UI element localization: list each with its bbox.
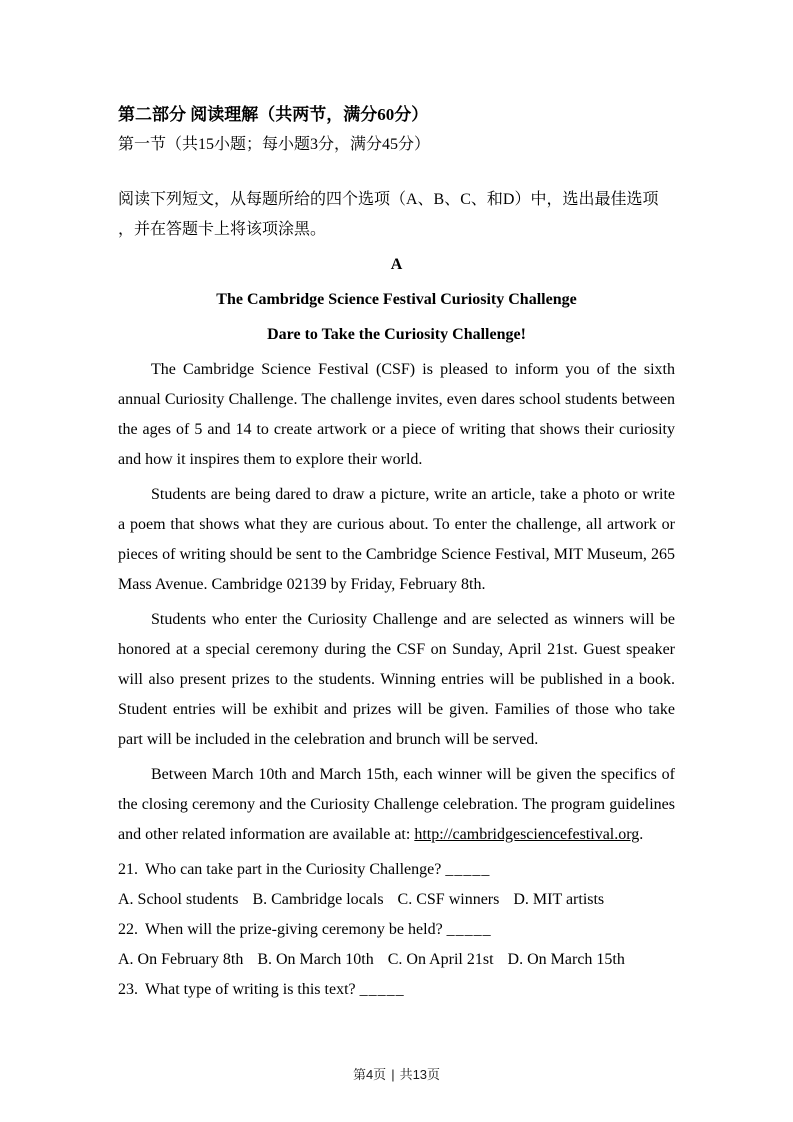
question-21-option-c: C. CSF winners (397, 891, 500, 908)
paragraph-4-text: Between March 10th and March 15th, each winner will be given the specifics of the closing ceremony and the Curiosity Challenge celebration. The program guidelines and other related information are available at: (118, 766, 675, 843)
question-21-options (118, 885, 675, 915)
page-footer (0, 1064, 793, 1083)
passage-title: The Cambridge Science Festival Curiosity Challenge (216, 291, 577, 308)
question-21-option-d: D. MIT artists (513, 891, 605, 908)
question-22-options (118, 945, 675, 975)
question-21-number: 21. (118, 861, 142, 878)
page-content (118, 100, 675, 1005)
question-23-blank: _____ (359, 981, 405, 998)
instructions-line-2: ，并在答题卡上将该项涂黑。 (118, 221, 327, 238)
question-22-option-b: B. On March 10th (257, 951, 374, 968)
question-22-blank: _____ (446, 921, 492, 938)
spacer (118, 160, 675, 185)
footer-separator: | (391, 1067, 395, 1082)
question-23-number: 23. (118, 981, 142, 998)
question-21-text: Who can take part in the Curiosity Challenge? (145, 861, 442, 878)
festival-url-link[interactable]: http://cambridgesciencefestival.org (414, 826, 640, 843)
passage-paragraph-4 (118, 760, 675, 850)
instructions-line-1: 阅读下列短文，从每题所给的四个选项（A、B、C、和D）中，选出最佳选项 (118, 191, 659, 208)
question-22-number: 22. (118, 921, 142, 938)
question-22-option-a: A. On February 8th (118, 951, 244, 968)
question-21-blank: _____ (445, 861, 491, 878)
passage-label: A (390, 256, 403, 273)
question-22 (118, 915, 675, 945)
section-heading: 第二部分 阅读理解（共两节，满分60分） (118, 105, 429, 124)
question-21 (118, 855, 675, 885)
question-22-option-c: C. On April 21st (387, 951, 494, 968)
question-21-option-b: B. Cambridge locals (252, 891, 384, 908)
question-23-text: What type of writing is this text? (145, 981, 356, 998)
question-21-option-a: A. School students (118, 891, 239, 908)
question-22-option-d: D. On March 15th (507, 951, 625, 968)
passage-paragraph-2: Students are being dared to draw a picture, write an article, take a photo or write a poem that shows what they are curious about. To enter the challenge, all artwork or pieces of writing should be sent to the Cambridge Science Festival, MIT Museum, 265 Mass Avenue. Cambridge 02139 by Friday, February 8th. (118, 486, 675, 593)
paragraph-4-suffix: . (639, 826, 644, 843)
footer-total-pages: 共13页 (399, 1067, 441, 1082)
passage-paragraph-3: Students who enter the Curiosity Challenge and are selected as winners will be honored at a special ceremony during the CSF on Sunday, April 21st. Guest speaker will also present prizes to the students. Winning entries will be published in a book. Student entries will be exhibit and prizes will be given. Families of those who take part will be included in the celebration and brunch will be served. (118, 611, 675, 748)
footer-current-page: 第4页 (352, 1067, 387, 1082)
question-22-text: When will the prize-giving ceremony be held? (145, 921, 443, 938)
passage-subtitle: Dare to Take the Curiosity Challenge! (267, 326, 526, 343)
instructions (118, 185, 675, 245)
passage-paragraph-1: The Cambridge Science Festival (CSF) is pleased to inform you of the sixth annual Curiosity Challenge. The challenge invites, even dares school students between the ages of 5 and 14 to create artwork or a piece of writing that shows their curiosity and how it inspires them to explore their world. (118, 361, 675, 468)
subsection-heading: 第一节（共15小题；每小题3分，满分45分） (118, 136, 431, 153)
question-23 (118, 975, 675, 1005)
